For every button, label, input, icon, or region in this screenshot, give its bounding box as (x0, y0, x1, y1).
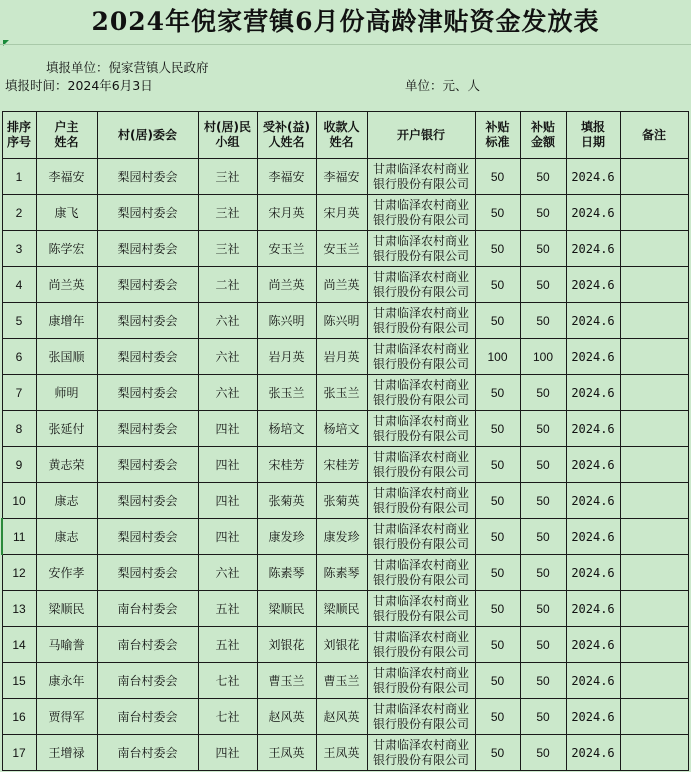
bank-cell[interactable]: 甘肃临泽农村商业银行股份有限公司 (367, 195, 475, 231)
header-payee[interactable]: 收款人姓名 (316, 112, 367, 159)
payee-cell[interactable]: 宋月英 (316, 195, 367, 231)
seq-cell[interactable]: 3 (2, 231, 36, 267)
group-cell[interactable]: 六社 (198, 339, 257, 375)
seq-cell[interactable]: 13 (2, 591, 36, 627)
village-cell[interactable]: 梨园村委会 (97, 303, 198, 339)
date-cell[interactable]: 2024.6 (566, 519, 620, 555)
village-cell[interactable]: 梨园村委会 (97, 555, 198, 591)
group-cell[interactable]: 四社 (198, 735, 257, 771)
group-cell[interactable]: 三社 (198, 231, 257, 267)
village-cell[interactable]: 梨园村委会 (97, 483, 198, 519)
beneficiary-cell[interactable]: 梁顺民 (257, 591, 316, 627)
cell-marker-icon (3, 40, 9, 46)
table-row (2, 483, 688, 519)
village-cell[interactable]: 南台村委会 (97, 627, 198, 663)
note-cell[interactable] (620, 159, 688, 195)
beneficiary-cell[interactable]: 安玉兰 (257, 231, 316, 267)
date-cell[interactable]: 2024.6 (566, 699, 620, 735)
group-cell[interactable]: 三社 (198, 159, 257, 195)
beneficiary-cell[interactable]: 康发珍 (257, 519, 316, 555)
date-cell[interactable]: 2024.6 (566, 195, 620, 231)
bank-cell[interactable]: 甘肃临泽农村商业银行股份有限公司 (367, 375, 475, 411)
date-cell[interactable]: 2024.6 (566, 735, 620, 771)
seq-cell[interactable]: 9 (2, 447, 36, 483)
beneficiary-cell[interactable]: 张菊英 (257, 483, 316, 519)
bank-cell[interactable]: 甘肃临泽农村商业银行股份有限公司 (367, 591, 475, 627)
village-cell[interactable]: 南台村委会 (97, 699, 198, 735)
header-standard[interactable]: 补贴标准 (475, 112, 520, 159)
note-cell[interactable] (620, 411, 688, 447)
beneficiary-cell[interactable]: 张玉兰 (257, 375, 316, 411)
divider (0, 44, 691, 45)
payee-cell[interactable]: 赵风英 (316, 699, 367, 735)
beneficiary-cell[interactable]: 刘银花 (257, 627, 316, 663)
payee-cell[interactable]: 岩月英 (316, 339, 367, 375)
header-household[interactable]: 户主姓名 (36, 112, 97, 159)
note-cell[interactable] (620, 447, 688, 483)
village-cell[interactable]: 梨园村委会 (97, 339, 198, 375)
payee-cell[interactable]: 康发珍 (316, 519, 367, 555)
date-cell[interactable]: 2024.6 (566, 447, 620, 483)
standard-cell[interactable]: 50 (475, 627, 520, 663)
seq-cell[interactable]: 14 (2, 627, 36, 663)
note-cell[interactable] (620, 627, 688, 663)
village-cell[interactable]: 梨园村委会 (97, 231, 198, 267)
header-beneficiary[interactable]: 受补(益)人姓名 (257, 112, 316, 159)
group-cell[interactable]: 六社 (198, 375, 257, 411)
note-cell[interactable] (620, 699, 688, 735)
bank-cell[interactable]: 甘肃临泽农村商业银行股份有限公司 (367, 483, 475, 519)
payee-cell[interactable]: 杨培文 (316, 411, 367, 447)
village-cell[interactable]: 梨园村委会 (97, 447, 198, 483)
group-cell[interactable]: 七社 (198, 663, 257, 699)
date-cell[interactable]: 2024.6 (566, 303, 620, 339)
payee-cell[interactable]: 安玉兰 (316, 231, 367, 267)
note-cell[interactable] (620, 735, 688, 771)
bank-cell[interactable]: 甘肃临泽农村商业银行股份有限公司 (367, 735, 475, 771)
household-cell[interactable]: 马喻誊 (36, 627, 97, 663)
household-cell[interactable]: 张延付 (36, 411, 97, 447)
village-cell[interactable]: 梨园村委会 (97, 267, 198, 303)
household-cell[interactable]: 康志 (36, 483, 97, 519)
bank-cell[interactable]: 甘肃临泽农村商业银行股份有限公司 (367, 627, 475, 663)
amount-cell[interactable]: 50 (520, 483, 566, 519)
beneficiary-cell[interactable]: 李福安 (257, 159, 316, 195)
seq-cell[interactable]: 16 (2, 699, 36, 735)
household-cell[interactable]: 康增年 (36, 303, 97, 339)
amount-cell[interactable]: 50 (520, 699, 566, 735)
group-cell[interactable]: 七社 (198, 699, 257, 735)
header-row (2, 112, 688, 159)
group-cell[interactable]: 四社 (198, 411, 257, 447)
group-cell[interactable]: 四社 (198, 447, 257, 483)
table-row (2, 519, 688, 555)
group-cell[interactable]: 三社 (198, 195, 257, 231)
amount-cell[interactable]: 50 (520, 195, 566, 231)
seq-cell[interactable]: 6 (2, 339, 36, 375)
note-cell[interactable] (620, 555, 688, 591)
village-cell[interactable]: 梨园村委会 (97, 159, 198, 195)
payee-cell[interactable]: 王凤英 (316, 735, 367, 771)
bank-cell[interactable]: 甘肃临泽农村商业银行股份有限公司 (367, 663, 475, 699)
amount-cell[interactable]: 50 (520, 591, 566, 627)
standard-cell[interactable]: 50 (475, 159, 520, 195)
standard-cell[interactable]: 50 (475, 447, 520, 483)
note-cell[interactable] (620, 339, 688, 375)
group-cell[interactable]: 五社 (198, 591, 257, 627)
note-cell[interactable] (620, 663, 688, 699)
amount-cell[interactable]: 50 (520, 303, 566, 339)
household-cell[interactable]: 张国顺 (36, 339, 97, 375)
bank-cell[interactable]: 甘肃临泽农村商业银行股份有限公司 (367, 339, 475, 375)
beneficiary-cell[interactable]: 赵风英 (257, 699, 316, 735)
subsidy-table (1, 111, 689, 771)
table-row (2, 699, 688, 735)
village-cell[interactable]: 梨园村委会 (97, 411, 198, 447)
reporting-unit: 填报单位：倪家营镇人民政府 (46, 60, 209, 75)
seq-cell[interactable]: 1 (2, 159, 36, 195)
standard-cell[interactable]: 50 (475, 519, 520, 555)
amount-cell[interactable]: 50 (520, 555, 566, 591)
date-cell[interactable]: 2024.6 (566, 411, 620, 447)
amount-cell[interactable]: 50 (520, 447, 566, 483)
date-cell[interactable]: 2024.6 (566, 231, 620, 267)
standard-cell[interactable]: 50 (475, 663, 520, 699)
header-group[interactable]: 村(居)民小组 (198, 112, 257, 159)
seq-cell[interactable]: 5 (2, 303, 36, 339)
payee-cell[interactable]: 尚兰英 (316, 267, 367, 303)
page-title: 2024年倪家营镇6月份高龄津贴资金发放表 (91, 7, 600, 36)
amount-cell[interactable]: 50 (520, 159, 566, 195)
note-cell[interactable] (620, 195, 688, 231)
note-cell[interactable] (620, 267, 688, 303)
bank-cell[interactable]: 甘肃临泽农村商业银行股份有限公司 (367, 519, 475, 555)
standard-cell[interactable]: 50 (475, 375, 520, 411)
village-cell[interactable]: 南台村委会 (97, 735, 198, 771)
payee-cell[interactable]: 刘银花 (316, 627, 367, 663)
table-row (2, 735, 688, 771)
date-cell[interactable]: 2024.6 (566, 375, 620, 411)
header-village[interactable]: 村(居)委会 (97, 112, 198, 159)
payee-cell[interactable]: 曹玉兰 (316, 663, 367, 699)
group-cell[interactable]: 五社 (198, 627, 257, 663)
payee-cell[interactable]: 张菊英 (316, 483, 367, 519)
table-row (2, 555, 688, 591)
beneficiary-cell[interactable]: 尚兰英 (257, 267, 316, 303)
header-amount[interactable]: 补贴金额 (520, 112, 566, 159)
amount-cell[interactable]: 50 (520, 411, 566, 447)
beneficiary-cell[interactable]: 杨培文 (257, 411, 316, 447)
table-row (2, 303, 688, 339)
date-cell[interactable]: 2024.6 (566, 627, 620, 663)
table-row (2, 267, 688, 303)
table-row (2, 159, 688, 195)
date-cell[interactable]: 2024.6 (566, 591, 620, 627)
date-cell[interactable]: 2024.6 (566, 555, 620, 591)
amount-cell[interactable]: 50 (520, 375, 566, 411)
standard-cell[interactable]: 50 (475, 555, 520, 591)
date-cell[interactable]: 2024.6 (566, 159, 620, 195)
household-cell[interactable]: 康志 (36, 519, 97, 555)
seq-cell[interactable]: 2 (2, 195, 36, 231)
seq-cell[interactable]: 4 (2, 267, 36, 303)
household-cell[interactable]: 陈学宏 (36, 231, 97, 267)
standard-cell[interactable]: 50 (475, 735, 520, 771)
amount-cell[interactable]: 50 (520, 231, 566, 267)
table-row (2, 231, 688, 267)
village-cell[interactable]: 梨园村委会 (97, 519, 198, 555)
reporting-time: 填报时间：2024年6月3日 (5, 78, 153, 93)
village-cell[interactable]: 梨园村委会 (97, 195, 198, 231)
note-cell[interactable] (620, 303, 688, 339)
bank-cell[interactable]: 甘肃临泽农村商业银行股份有限公司 (367, 555, 475, 591)
seq-cell[interactable]: 10 (2, 483, 36, 519)
amount-cell[interactable]: 50 (520, 663, 566, 699)
table-row (2, 195, 688, 231)
header-seq[interactable]: 排序序号 (2, 112, 36, 159)
beneficiary-cell[interactable]: 陈兴明 (257, 303, 316, 339)
payee-cell[interactable]: 宋桂芳 (316, 447, 367, 483)
seq-cell[interactable]: 17 (2, 735, 36, 771)
note-cell[interactable] (620, 483, 688, 519)
payee-cell[interactable]: 陈素琴 (316, 555, 367, 591)
standard-cell[interactable]: 50 (475, 483, 520, 519)
date-cell[interactable]: 2024.6 (566, 663, 620, 699)
standard-cell[interactable]: 50 (475, 699, 520, 735)
note-cell[interactable] (620, 231, 688, 267)
amount-cell[interactable]: 50 (520, 267, 566, 303)
seq-cell[interactable]: 11 (2, 519, 36, 555)
village-cell[interactable]: 南台村委会 (97, 663, 198, 699)
amount-cell[interactable]: 50 (520, 519, 566, 555)
standard-cell[interactable]: 50 (475, 267, 520, 303)
amount-cell[interactable]: 50 (520, 735, 566, 771)
header-bank[interactable]: 开户银行 (367, 112, 475, 159)
beneficiary-cell[interactable]: 宋桂芳 (257, 447, 316, 483)
household-cell[interactable]: 王增禄 (36, 735, 97, 771)
standard-cell[interactable]: 100 (475, 339, 520, 375)
household-cell[interactable]: 贾得军 (36, 699, 97, 735)
village-cell[interactable]: 南台村委会 (97, 591, 198, 627)
amount-cell[interactable]: 50 (520, 627, 566, 663)
table-row (2, 663, 688, 699)
bank-cell[interactable]: 甘肃临泽农村商业银行股份有限公司 (367, 267, 475, 303)
payee-cell[interactable]: 陈兴明 (316, 303, 367, 339)
household-cell[interactable]: 尚兰英 (36, 267, 97, 303)
beneficiary-cell[interactable]: 岩月英 (257, 339, 316, 375)
household-cell[interactable]: 安作孝 (36, 555, 97, 591)
note-cell[interactable] (620, 519, 688, 555)
date-cell[interactable]: 2024.6 (566, 339, 620, 375)
seq-cell[interactable]: 12 (2, 555, 36, 591)
beneficiary-cell[interactable]: 王凤英 (257, 735, 316, 771)
household-cell[interactable]: 梁顺民 (36, 591, 97, 627)
standard-cell[interactable]: 50 (475, 195, 520, 231)
bank-cell[interactable]: 甘肃临泽农村商业银行股份有限公司 (367, 447, 475, 483)
note-cell[interactable] (620, 591, 688, 627)
bank-cell[interactable]: 甘肃临泽农村商业银行股份有限公司 (367, 231, 475, 267)
household-cell[interactable]: 康永年 (36, 663, 97, 699)
group-cell[interactable]: 六社 (198, 303, 257, 339)
table-row (2, 627, 688, 663)
standard-cell[interactable]: 50 (475, 231, 520, 267)
table-row (2, 591, 688, 627)
bank-cell[interactable]: 甘肃临泽农村商业银行股份有限公司 (367, 411, 475, 447)
household-cell[interactable]: 康飞 (36, 195, 97, 231)
beneficiary-cell[interactable]: 陈素琴 (257, 555, 316, 591)
seq-cell[interactable]: 7 (2, 375, 36, 411)
date-cell[interactable]: 2024.6 (566, 267, 620, 303)
group-cell[interactable]: 二社 (198, 267, 257, 303)
beneficiary-cell[interactable]: 宋月英 (257, 195, 316, 231)
bank-cell[interactable]: 甘肃临泽农村商业银行股份有限公司 (367, 159, 475, 195)
payee-cell[interactable]: 梁顺民 (316, 591, 367, 627)
beneficiary-cell[interactable]: 曹玉兰 (257, 663, 316, 699)
table-row (2, 447, 688, 483)
group-cell[interactable]: 六社 (198, 555, 257, 591)
amount-cell[interactable]: 100 (520, 339, 566, 375)
seq-cell[interactable]: 8 (2, 411, 36, 447)
payee-cell[interactable]: 李福安 (316, 159, 367, 195)
date-cell[interactable]: 2024.6 (566, 483, 620, 519)
seq-cell[interactable]: 15 (2, 663, 36, 699)
standard-cell[interactable]: 50 (475, 411, 520, 447)
table-row (2, 375, 688, 411)
bank-cell[interactable]: 甘肃临泽农村商业银行股份有限公司 (367, 699, 475, 735)
unit-label: 单位：元、人 (405, 78, 481, 93)
village-cell[interactable]: 梨园村委会 (97, 375, 198, 411)
bank-cell[interactable]: 甘肃临泽农村商业银行股份有限公司 (367, 303, 475, 339)
payee-cell[interactable]: 张玉兰 (316, 375, 367, 411)
group-cell[interactable]: 四社 (198, 483, 257, 519)
header-note[interactable]: 备注 (620, 112, 688, 159)
table-row (2, 339, 688, 375)
header-date[interactable]: 填报日期 (566, 112, 620, 159)
household-cell[interactable]: 李福安 (36, 159, 97, 195)
note-cell[interactable] (620, 375, 688, 411)
standard-cell[interactable]: 50 (475, 591, 520, 627)
household-cell[interactable]: 师明 (36, 375, 97, 411)
group-cell[interactable]: 四社 (198, 519, 257, 555)
household-cell[interactable]: 黄志荣 (36, 447, 97, 483)
standard-cell[interactable]: 50 (475, 303, 520, 339)
table-row (2, 411, 688, 447)
